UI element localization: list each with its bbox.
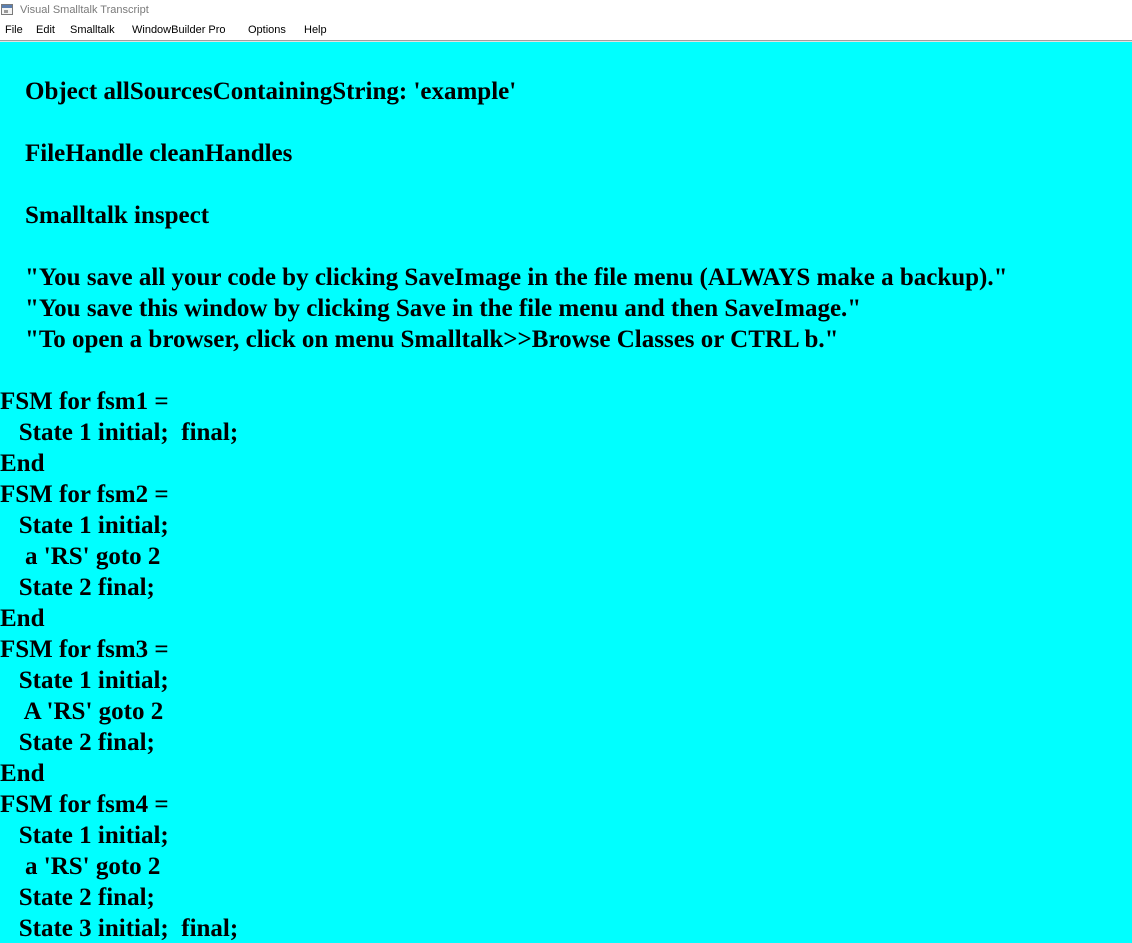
transcript-line: a 'RS' goto 2: [0, 543, 161, 570]
transcript-line: a 'RS' goto 2: [0, 853, 161, 880]
transcript-line: Object allSourcesContainingString: 'example': [0, 78, 517, 105]
transcript-line: State 3 initial; final;: [0, 915, 239, 942]
transcript-line: End: [0, 605, 45, 632]
transcript-line: State 2 final;: [0, 884, 155, 911]
menu-file[interactable]: File: [5, 24, 23, 36]
title-bar: [0, 0, 1132, 20]
transcript-line: State 1 initial;: [0, 667, 169, 694]
menu-smalltalk[interactable]: Smalltalk: [70, 24, 115, 36]
transcript-line: A 'RS' goto 2: [0, 698, 164, 725]
transcript-window-icon[interactable]: [1, 4, 13, 15]
transcript-line: FSM for fsm3 =: [0, 636, 169, 663]
transcript-line: Smalltalk inspect: [0, 202, 210, 229]
transcript-line: FSM for fsm2 =: [0, 481, 169, 508]
transcript-line: State 2 final;: [0, 729, 155, 756]
transcript-line: End: [0, 450, 45, 477]
transcript-line: State 1 initial;: [0, 512, 169, 539]
menu-edit[interactable]: Edit: [36, 24, 55, 36]
transcript-text-area[interactable]: [0, 42, 1132, 943]
transcript-line: FSM for fsm4 =: [0, 791, 169, 818]
transcript-line: State 1 initial; final;: [0, 419, 239, 446]
menu-bar: [0, 20, 1132, 41]
window-title: Visual Smalltalk Transcript: [20, 4, 149, 16]
transcript-line: "To open a browser, click on menu Smalltalk>>Browse Classes or CTRL b.": [0, 326, 839, 353]
transcript-line: State 2 final;: [0, 574, 155, 601]
menu-help[interactable]: Help: [304, 24, 327, 36]
transcript-line: FileHandle cleanHandles: [0, 140, 293, 167]
transcript-line: State 1 initial;: [0, 822, 169, 849]
transcript-line: "You save all your code by clicking SaveImage in the file menu (ALWAYS make a backup).": [0, 264, 1008, 291]
menu-options[interactable]: Options: [248, 24, 286, 36]
menu-windowbuilder-pro[interactable]: WindowBuilder Pro: [132, 24, 226, 36]
transcript-line: FSM for fsm1 =: [0, 388, 169, 415]
transcript-line: "You save this window by clicking Save in the file menu and then SaveImage.": [0, 295, 862, 322]
transcript-line: End: [0, 760, 45, 787]
